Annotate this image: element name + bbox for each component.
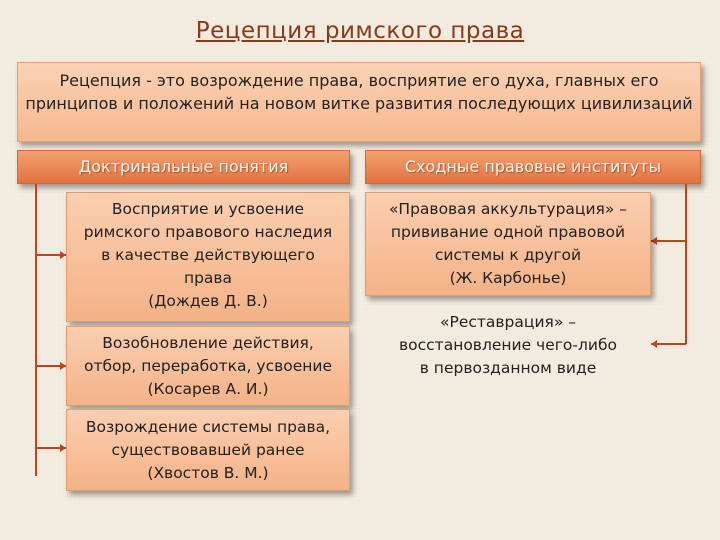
page-title: Рецепция римского права — [195, 18, 525, 44]
box-line: римского правового наследия — [83, 223, 333, 241]
institute-box-acculturation — [365, 192, 651, 296]
right-bracket-connector — [651, 184, 686, 344]
doctrinal-box-khvostov — [66, 409, 350, 491]
box-line: восстановление чего-либо — [399, 336, 617, 354]
box-line: системы к другой — [434, 246, 582, 264]
box-line: Возобновление действия, — [102, 334, 314, 352]
box-author: (Косарев А. И.) — [147, 380, 269, 398]
box-line: существовавшей ранее — [111, 441, 305, 459]
box-line: «Правовая аккультурация» – — [388, 200, 628, 218]
institute-box-restoration — [365, 300, 651, 404]
box-line: в качестве действующего — [101, 246, 315, 264]
box-line: «Реставрация» – — [440, 313, 576, 331]
definition-line-2: принципов и положений на новом витке развития последующих цивилизаций — [25, 94, 693, 113]
box-line: права — [183, 269, 233, 287]
box-line: в первозданном виде — [419, 359, 597, 377]
box-author: (Хвостов В. М.) — [147, 464, 269, 482]
arrow-right-1 — [651, 237, 657, 245]
box-author: (Ж. Карбонье) — [449, 269, 567, 287]
doctrinal-box-dozhdev — [66, 192, 350, 322]
doctrinal-box-kosarev — [66, 326, 350, 406]
left-bracket-connector — [36, 184, 66, 476]
definition-box — [17, 62, 701, 142]
box-author: (Дождев Д. В.) — [148, 292, 268, 310]
box-line: прививание одной правовой — [390, 223, 626, 241]
arrow-right-2 — [651, 340, 657, 348]
box-line: отбор, переработка, усвоение — [83, 357, 332, 375]
doctrinal-concepts-header: Доктринальные понятия — [17, 150, 350, 184]
similar-institutes-header: Сходные правовые институты — [365, 150, 701, 184]
box-line: Восприятие и усвоение — [111, 200, 305, 218]
definition-line-1: Рецепция - это возрождение права, восприятие его духа, главных его — [59, 71, 659, 90]
box-line: Возрождение системы права, — [85, 418, 331, 436]
